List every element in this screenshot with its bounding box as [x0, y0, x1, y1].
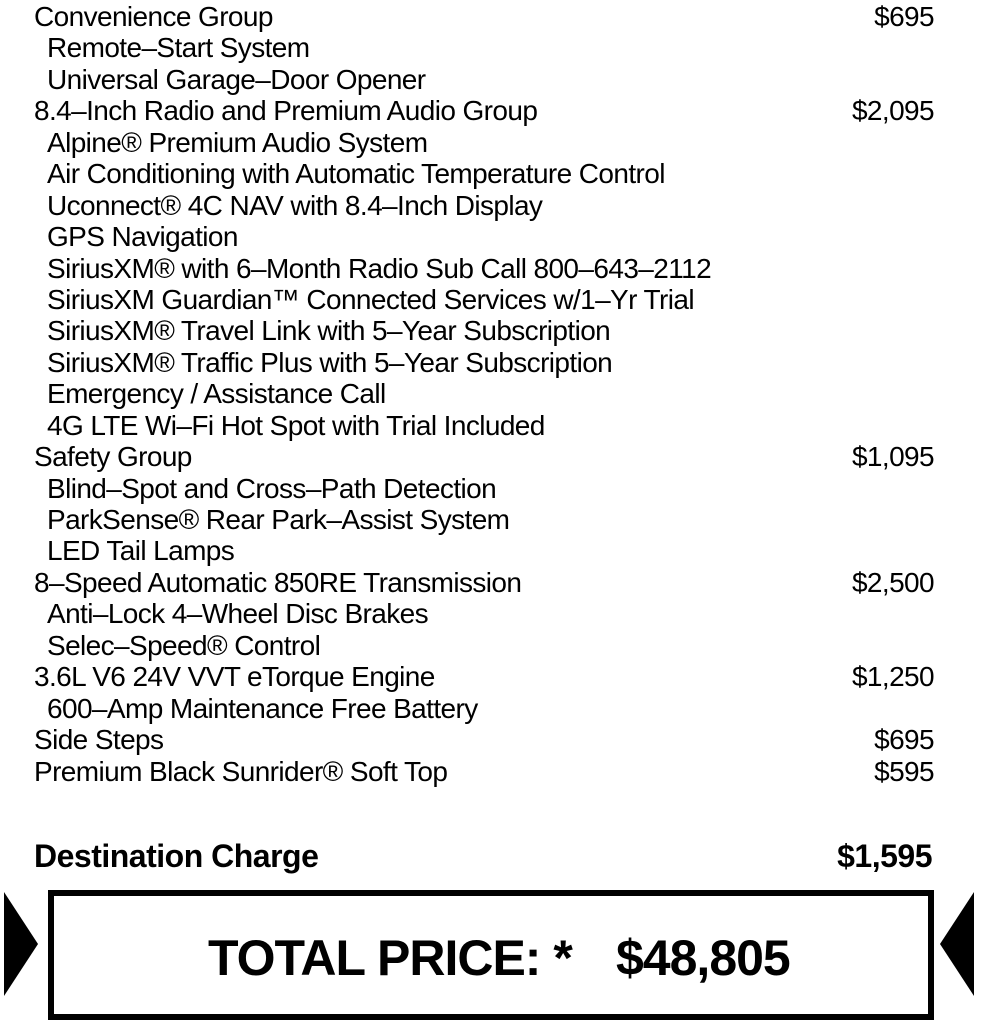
option-package-row [34, 661, 934, 692]
option-feature-label: SiriusXM® with 6–Month Radio Sub Call 800–643–2112 [47, 252, 712, 284]
destination-charge-label: Destination Charge [34, 838, 319, 874]
option-feature-row [34, 64, 934, 95]
option-feature-label: SiriusXM® Travel Link with 5–Year Subscription [47, 315, 611, 347]
option-package-price: $1,250 [851, 661, 934, 693]
option-package-price: $2,095 [851, 95, 934, 127]
option-feature-row [34, 378, 934, 409]
option-feature-label: Alpine® Premium Audio System [47, 126, 428, 158]
option-package-price: $695 [874, 1, 934, 32]
option-feature-label: Universal Garage–Door Opener [47, 63, 426, 95]
option-feature-label: GPS Navigation [47, 221, 238, 253]
total-price-value: $48,805 [616, 930, 790, 986]
option-feature-row [34, 284, 934, 315]
option-package-label: 8–Speed Automatic 850RE Transmission [34, 566, 522, 598]
option-package-label: Premium Black Sunrider® Soft Top [34, 755, 448, 787]
option-feature-row [34, 32, 934, 63]
option-feature-row [34, 158, 934, 189]
option-package-row [34, 756, 934, 787]
option-feature-label: 4G LTE Wi–Fi Hot Spot with Trial Included [47, 409, 545, 441]
arrow-right-pointer-icon [4, 892, 38, 996]
option-feature-label: Anti–Lock 4–Wheel Disc Brakes [47, 598, 428, 630]
destination-charge-price: $1,595 [837, 838, 932, 874]
option-feature-label: Selec–Speed® Control [47, 629, 321, 661]
arrow-left-pointer-icon [940, 892, 974, 996]
option-package-row [34, 95, 934, 126]
destination-charge-row [34, 834, 932, 878]
option-package-row [34, 567, 934, 598]
option-package-row [34, 724, 934, 755]
option-package-label: Side Steps [34, 724, 164, 756]
option-package-row [34, 1, 934, 32]
option-package-label: Convenience Group [34, 1, 273, 32]
option-feature-label: Uconnect® 4C NAV with 8.4–Inch Display [47, 189, 543, 221]
option-feature-row [34, 221, 934, 252]
option-feature-row [34, 598, 934, 629]
option-package-price: $695 [874, 724, 934, 756]
option-feature-row [34, 535, 934, 566]
option-feature-label: SiriusXM® Traffic Plus with 5–Year Subscription [47, 346, 613, 378]
option-feature-row [34, 347, 934, 378]
option-feature-row [34, 410, 934, 441]
option-package-price: $1,095 [851, 441, 934, 473]
option-feature-row [34, 504, 934, 535]
option-package-row [34, 441, 934, 472]
option-feature-row [34, 253, 934, 284]
option-feature-label: LED Tail Lamps [47, 535, 235, 567]
option-package-label: 3.6L V6 24V VVT eTorque Engine [34, 661, 435, 693]
total-price-label: TOTAL PRICE: * [208, 930, 572, 986]
option-feature-row [34, 190, 934, 221]
option-feature-label: Remote–Start System [47, 32, 310, 64]
option-feature-label: ParkSense® Rear Park–Assist System [47, 504, 510, 535]
option-feature-row [34, 473, 934, 504]
option-feature-row [34, 630, 934, 661]
option-feature-row [34, 315, 934, 346]
option-feature-label: 600–Amp Maintenance Free Battery [47, 692, 478, 724]
option-feature-label: SiriusXM Guardian™ Connected Services w/1–Yr Trial [47, 283, 694, 315]
option-package-label: 8.4–Inch Radio and Premium Audio Group [34, 95, 538, 127]
option-package-label: Safety Group [34, 441, 192, 473]
option-package-price: $595 [874, 755, 934, 787]
total-price-box [48, 890, 934, 1020]
option-feature-row [34, 127, 934, 158]
option-feature-label: Emergency / Assistance Call [47, 378, 386, 410]
option-package-price: $2,500 [851, 566, 934, 598]
option-feature-row [34, 693, 934, 724]
option-feature-label: Blind–Spot and Cross–Path Detection [47, 472, 497, 504]
options-list [34, 1, 934, 787]
option-feature-label: Air Conditioning with Automatic Temperature Control [47, 158, 665, 190]
